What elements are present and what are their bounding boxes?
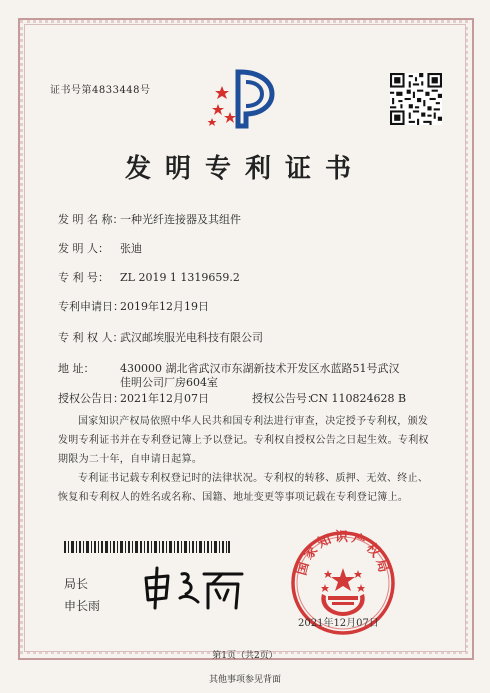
handwritten-signature <box>138 564 248 612</box>
description-text <box>58 412 438 507</box>
seal-date: 2021年12月07日 <box>298 618 379 629</box>
address-line-1: 430000 湖北省武汉市东湖新技术开发区水蓝路51号武汉 <box>120 362 400 375</box>
patentee-value: 武汉邮埃服光电科技有限公司 <box>120 331 263 344</box>
barcode-icon <box>64 541 230 553</box>
inventor-value: 张迪 <box>120 242 142 255</box>
patent-number-value: ZL 2019 1 1319659.2 <box>120 271 240 284</box>
grant-number-value: CN 110824628 B <box>310 392 407 405</box>
document-title: 发明专利证书 <box>124 154 365 184</box>
patent-number-label: 专 利 号： <box>58 271 109 284</box>
footer-note: 其他事项参见背面 <box>208 675 281 685</box>
inventor-label: 发 明 人： <box>58 242 109 255</box>
certificate-number: 证书号第4833448号 <box>50 85 151 96</box>
invention-name-value: 一种光纤连接器及其组件 <box>120 213 241 226</box>
address-label: 地 址： <box>58 362 95 375</box>
chief-title-label: 局长 <box>64 577 89 591</box>
grant-date-value: 2021年12月07日 <box>120 392 209 405</box>
page-number: 第1页（共2页） <box>212 651 278 661</box>
invention-name-label: 发 明 名 称： <box>58 213 124 226</box>
patentee-label: 专 利 权 人： <box>58 331 124 344</box>
grant-date-label: 授权公告日： <box>58 392 124 405</box>
description-paragraph: 专利证书记载专利权登记时的法律状况。专利权的转移、质押、无效、终止、恢复和专利权人的姓名或名称、国籍、地址变更等事项记载在专利登记簿上。 <box>58 473 429 503</box>
application-date-label: 专利申请日： <box>58 300 124 313</box>
description-paragraph: 国家知识产权局依照中华人民共和国专利法进行审查，决定授予专利权，颁发发明专利证书并在专利登记簿上予以登记。专利权自授权公告之日起生效。专利权期限为二十年，自申请日起算。 <box>58 416 429 465</box>
application-date-value: 2019年12月19日 <box>120 300 209 313</box>
qr-code-icon <box>390 73 442 125</box>
patent-office-emblem-icon <box>204 66 280 132</box>
chief-name: 申长雨 <box>64 599 101 613</box>
address-line-2: 佳明公司厂房604室 <box>120 376 218 389</box>
seal-text: 国家知识产权局 <box>294 530 392 577</box>
grant-number-label: 授权公告号： <box>252 392 318 405</box>
